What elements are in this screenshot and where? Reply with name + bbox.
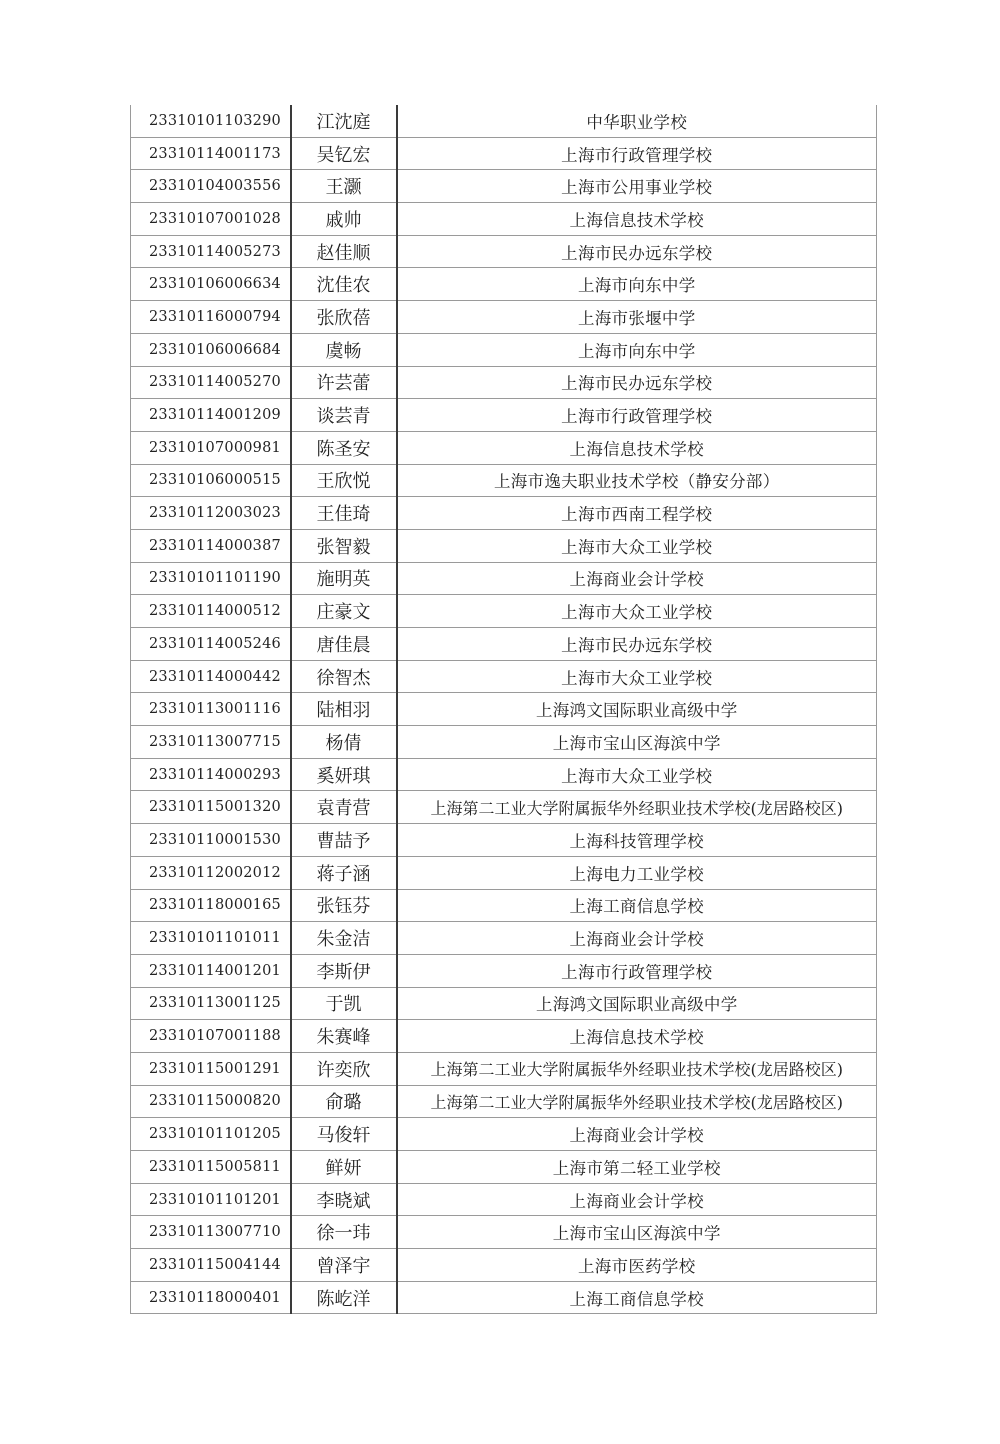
exam-id-cell: 23310106006684	[131, 333, 291, 366]
exam-id-cell: 23310114005273	[131, 235, 291, 268]
exam-id-cell: 23310113007715	[131, 726, 291, 759]
student-name-cell: 许奕欣	[291, 1052, 397, 1085]
student-name-cell: 王佳琦	[291, 497, 397, 530]
school-name-cell: 上海鸿文国际职业高级中学	[397, 987, 877, 1020]
student-name-cell: 张智毅	[291, 529, 397, 562]
table-row	[131, 235, 877, 268]
school-name-cell: 上海市向东中学	[397, 268, 877, 301]
table-row	[131, 1151, 877, 1184]
student-roster-table	[130, 105, 877, 1314]
exam-id-cell: 23310101101190	[131, 562, 291, 595]
student-name-cell: 徐一玮	[291, 1216, 397, 1249]
school-name-cell: 上海电力工业学校	[397, 856, 877, 889]
school-name-cell: 上海市逸夫职业技术学校（静安分部）	[397, 464, 877, 497]
school-name-cell: 上海市行政管理学校	[397, 137, 877, 170]
table-row	[131, 497, 877, 530]
table-row	[131, 889, 877, 922]
student-name-cell: 李斯伊	[291, 954, 397, 987]
school-name-cell: 中华职业学校	[397, 105, 877, 137]
exam-id-cell: 23310114000293	[131, 758, 291, 791]
student-name-cell: 王灏	[291, 170, 397, 203]
student-name-cell: 徐智杰	[291, 660, 397, 693]
student-name-cell: 曹喆予	[291, 824, 397, 857]
exam-id-cell: 23310115001291	[131, 1052, 291, 1085]
school-name-cell: 上海商业会计学校	[397, 1183, 877, 1216]
table-row	[131, 1085, 877, 1118]
exam-id-cell: 23310114001201	[131, 954, 291, 987]
school-name-cell: 上海信息技术学校	[397, 203, 877, 236]
school-name-cell: 上海市西南工程学校	[397, 497, 877, 530]
table-row	[131, 399, 877, 432]
roster-body	[131, 105, 877, 1314]
table-row	[131, 726, 877, 759]
table-row	[131, 464, 877, 497]
table-row	[131, 301, 877, 334]
school-name-cell: 上海鸿文国际职业高级中学	[397, 693, 877, 726]
exam-id-cell: 23310114001173	[131, 137, 291, 170]
school-name-cell: 上海信息技术学校	[397, 431, 877, 464]
school-name-cell: 上海市大众工业学校	[397, 595, 877, 628]
school-name-cell: 上海第二工业大学附属振华外经职业技术学校(龙居路校区)	[397, 1085, 877, 1118]
school-name-cell: 上海市行政管理学校	[397, 954, 877, 987]
table-row	[131, 1183, 877, 1216]
table-row	[131, 137, 877, 170]
school-name-cell: 上海市医药学校	[397, 1249, 877, 1282]
exam-id-cell: 23310118000165	[131, 889, 291, 922]
exam-id-cell: 23310114001209	[131, 399, 291, 432]
student-name-cell: 俞璐	[291, 1085, 397, 1118]
school-name-cell: 上海市向东中学	[397, 333, 877, 366]
exam-id-cell: 23310112002012	[131, 856, 291, 889]
student-name-cell: 朱金洁	[291, 922, 397, 955]
student-name-cell: 马俊轩	[291, 1118, 397, 1151]
exam-id-cell: 23310116000794	[131, 301, 291, 334]
student-name-cell: 唐佳晨	[291, 628, 397, 661]
exam-id-cell: 23310112003023	[131, 497, 291, 530]
table-row	[131, 1118, 877, 1151]
table-row	[131, 856, 877, 889]
student-name-cell: 赵佳顺	[291, 235, 397, 268]
table-row	[131, 628, 877, 661]
student-name-cell: 张钰芬	[291, 889, 397, 922]
school-name-cell: 上海市大众工业学校	[397, 529, 877, 562]
exam-id-cell: 23310107001188	[131, 1020, 291, 1053]
school-name-cell: 上海市民办远东学校	[397, 235, 877, 268]
school-name-cell: 上海第二工业大学附属振华外经职业技术学校(龙居路校区)	[397, 791, 877, 824]
student-name-cell: 江沈庭	[291, 105, 397, 137]
school-name-cell: 上海市民办远东学校	[397, 366, 877, 399]
student-name-cell: 庄豪文	[291, 595, 397, 628]
table-row	[131, 758, 877, 791]
exam-id-cell: 23310107000981	[131, 431, 291, 464]
exam-id-cell: 23310110001530	[131, 824, 291, 857]
table-row	[131, 366, 877, 399]
table-row	[131, 1020, 877, 1053]
table-row	[131, 562, 877, 595]
student-name-cell: 吴钇宏	[291, 137, 397, 170]
table-row	[131, 693, 877, 726]
exam-id-cell: 23310104003556	[131, 170, 291, 203]
exam-id-cell: 23310101103290	[131, 105, 291, 137]
student-name-cell: 于凯	[291, 987, 397, 1020]
school-name-cell: 上海市第二轻工业学校	[397, 1151, 877, 1184]
table-row	[131, 1249, 877, 1282]
table-row	[131, 529, 877, 562]
exam-id-cell: 23310114005270	[131, 366, 291, 399]
table-row	[131, 791, 877, 824]
student-name-cell: 杨倩	[291, 726, 397, 759]
student-name-cell: 王欣悦	[291, 464, 397, 497]
table-row	[131, 987, 877, 1020]
exam-id-cell: 23310115004144	[131, 1249, 291, 1282]
student-name-cell: 蒋子涵	[291, 856, 397, 889]
student-name-cell: 施明英	[291, 562, 397, 595]
school-name-cell: 上海市宝山区海滨中学	[397, 1216, 877, 1249]
student-name-cell: 奚妍琪	[291, 758, 397, 791]
student-name-cell: 鲜妍	[291, 1151, 397, 1184]
school-name-cell: 上海商业会计学校	[397, 562, 877, 595]
table-row	[131, 922, 877, 955]
exam-id-cell: 23310101101201	[131, 1183, 291, 1216]
student-name-cell: 谈芸青	[291, 399, 397, 432]
table-row	[131, 824, 877, 857]
student-name-cell: 曾泽宇	[291, 1249, 397, 1282]
school-name-cell: 上海工商信息学校	[397, 889, 877, 922]
exam-id-cell: 23310113001125	[131, 987, 291, 1020]
table-row	[131, 268, 877, 301]
student-name-cell: 张欣蓓	[291, 301, 397, 334]
table-row	[131, 170, 877, 203]
table-row	[131, 954, 877, 987]
school-name-cell: 上海市行政管理学校	[397, 399, 877, 432]
school-name-cell: 上海市宝山区海滨中学	[397, 726, 877, 759]
student-name-cell: 沈佳农	[291, 268, 397, 301]
school-name-cell: 上海市大众工业学校	[397, 660, 877, 693]
exam-id-cell: 23310107001028	[131, 203, 291, 236]
table-row	[131, 333, 877, 366]
student-name-cell: 许芸蕾	[291, 366, 397, 399]
exam-id-cell: 23310106006634	[131, 268, 291, 301]
table-row	[131, 431, 877, 464]
exam-id-cell: 23310114000387	[131, 529, 291, 562]
school-name-cell: 上海信息技术学校	[397, 1020, 877, 1053]
school-name-cell: 上海科技管理学校	[397, 824, 877, 857]
student-name-cell: 陈圣安	[291, 431, 397, 464]
exam-id-cell: 23310101101205	[131, 1118, 291, 1151]
student-name-cell: 袁青营	[291, 791, 397, 824]
school-name-cell: 上海第二工业大学附属振华外经职业技术学校(龙居路校区)	[397, 1052, 877, 1085]
exam-id-cell: 23310115000820	[131, 1085, 291, 1118]
exam-id-cell: 23310115001320	[131, 791, 291, 824]
school-name-cell: 上海市民办远东学校	[397, 628, 877, 661]
table-row	[131, 1281, 877, 1314]
table-row	[131, 660, 877, 693]
exam-id-cell: 23310106000515	[131, 464, 291, 497]
school-name-cell: 上海工商信息学校	[397, 1281, 877, 1314]
school-name-cell: 上海商业会计学校	[397, 1118, 877, 1151]
exam-id-cell: 23310114000442	[131, 660, 291, 693]
exam-id-cell: 23310114005246	[131, 628, 291, 661]
school-name-cell: 上海商业会计学校	[397, 922, 877, 955]
exam-id-cell: 23310101101011	[131, 922, 291, 955]
exam-id-cell: 23310113007710	[131, 1216, 291, 1249]
student-name-cell: 陆相羽	[291, 693, 397, 726]
student-name-cell: 朱赛峰	[291, 1020, 397, 1053]
exam-id-cell: 23310114000512	[131, 595, 291, 628]
student-name-cell: 李晓斌	[291, 1183, 397, 1216]
table-row	[131, 105, 877, 137]
exam-id-cell: 23310115005811	[131, 1151, 291, 1184]
school-name-cell: 上海市张堰中学	[397, 301, 877, 334]
student-name-cell: 虞畅	[291, 333, 397, 366]
student-name-cell: 陈屹洋	[291, 1281, 397, 1314]
table-row	[131, 203, 877, 236]
school-name-cell: 上海市大众工业学校	[397, 758, 877, 791]
table-row	[131, 595, 877, 628]
exam-id-cell: 23310113001116	[131, 693, 291, 726]
table-row	[131, 1216, 877, 1249]
table-row	[131, 1052, 877, 1085]
school-name-cell: 上海市公用事业学校	[397, 170, 877, 203]
student-name-cell: 戚帅	[291, 203, 397, 236]
exam-id-cell: 23310118000401	[131, 1281, 291, 1314]
